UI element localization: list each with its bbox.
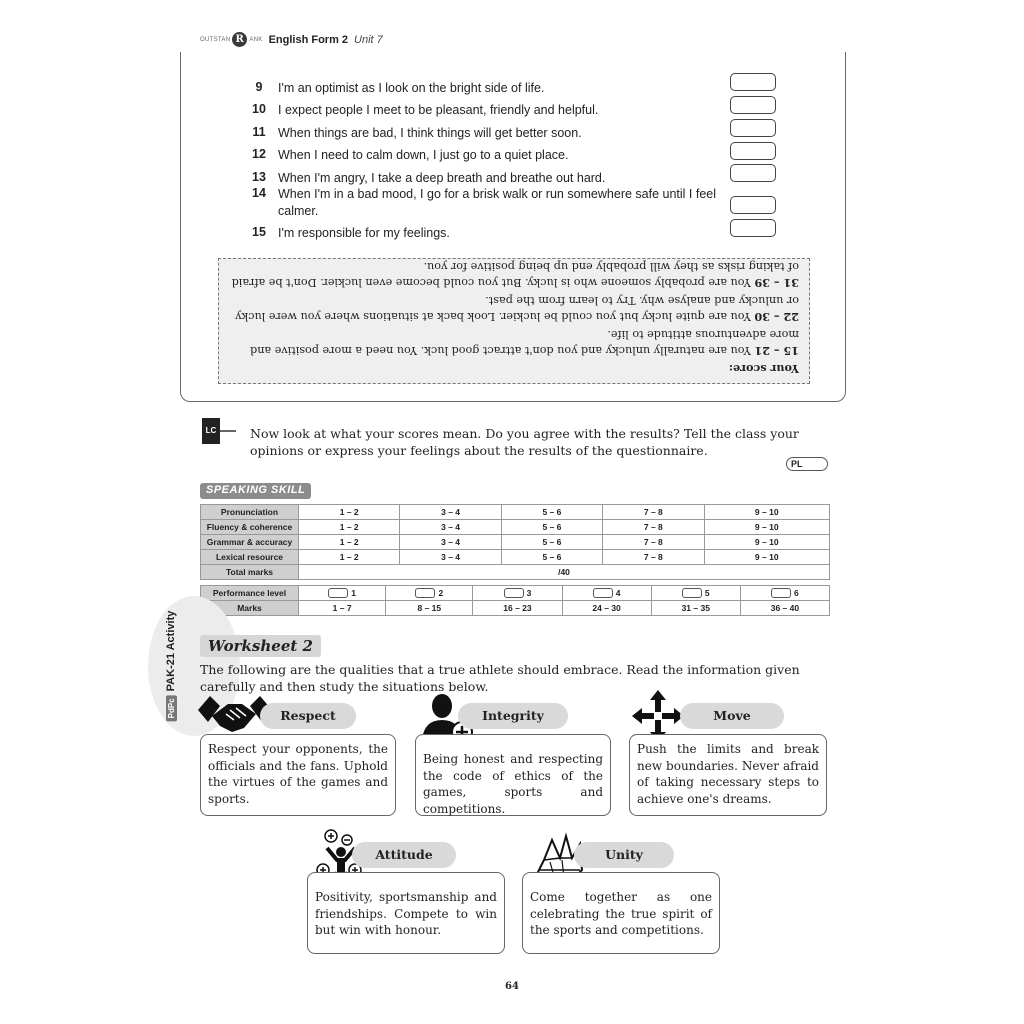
quality-box-unity: Come together as one celebrating the true spirit of the sports and competitions.	[522, 872, 720, 954]
question-text: When I'm in a bad mood, I go for a brisk walk or run somewhere safe until I feel calmer.	[278, 187, 717, 218]
worksheet-title: Worksheet 2	[200, 635, 321, 657]
table-cell: 8 – 15	[386, 601, 473, 616]
table-cell: 1 – 7	[299, 601, 386, 616]
question-text: I expect people I meet to be pleasant, friendly and helpful.	[278, 103, 599, 117]
level-checkbox[interactable]	[328, 588, 348, 598]
table-cell: 31 – 35	[651, 601, 740, 616]
question-row	[240, 80, 718, 97]
table-row	[201, 535, 830, 550]
level-cell: 2	[386, 586, 473, 601]
score-heading: Your score:	[728, 362, 799, 376]
row-label: Pronunciation	[201, 505, 299, 520]
answer-box[interactable]	[730, 164, 776, 182]
level-checkbox[interactable]	[415, 588, 435, 598]
quality-header-move: Move	[680, 703, 784, 729]
table-cell: 7 – 8	[603, 505, 704, 520]
question-text: When I'm angry, I take a deep breath and breathe out hard.	[278, 171, 606, 185]
row-label: Fluency & coherence	[201, 520, 299, 535]
total-marks-cell: /40	[299, 565, 830, 580]
table-cell: 1 – 2	[299, 505, 400, 520]
score-range: 15 – 21 You are naturally unlucky and you don't attract good luck. You need a more positive and more adventurous attitude to life.	[250, 328, 799, 359]
worksheet-intro: The following are the qualities that a true athlete should embrace. Read the information given carefully and then study the situations below.	[200, 662, 800, 694]
answer-box[interactable]	[730, 142, 776, 160]
table-row	[201, 601, 830, 616]
quality-box-move: Push the limits and break new boundaries. Never afraid of taking necessary steps to achieve one's dreams.	[629, 734, 827, 816]
level-cell: 4	[562, 586, 651, 601]
book-title: English Form 2	[268, 33, 349, 46]
question-number: 15	[252, 225, 266, 239]
page-number: 64	[505, 981, 519, 992]
level-checkbox[interactable]	[593, 588, 613, 598]
question-row	[240, 186, 718, 220]
level-checkbox[interactable]	[682, 588, 702, 598]
score-range: 22 – 30 You are quite lucky but you could be luckier. Look back at situations where you were lucky or unlucky and analyse why. Try to learn from the past.	[235, 294, 799, 325]
level-checkbox[interactable]	[504, 588, 524, 598]
question-row	[240, 125, 718, 142]
question-text: When things are bad, I think things will get better soon.	[278, 126, 582, 140]
table-cell: 3 – 4	[400, 505, 501, 520]
quality-box-integrity: Being honest and respecting the code of ethics of the games, sports and competitions.	[415, 734, 611, 816]
table-cell: 16 – 23	[473, 601, 562, 616]
table-cell: 24 – 30	[562, 601, 651, 616]
question-number: 11	[252, 125, 266, 139]
publisher-logo: OUTSTAN R ANK	[200, 34, 263, 45]
question-row	[240, 170, 718, 187]
pak21-side-tab	[148, 596, 194, 736]
score-key-upside-down	[218, 258, 810, 384]
level-checkbox[interactable]	[771, 588, 791, 598]
level-cell: 1	[299, 586, 386, 601]
pair-learning-icon: LC	[202, 418, 220, 444]
question-text: I'm responsible for my feelings.	[278, 226, 450, 240]
table-cell: 7 – 8	[603, 535, 704, 550]
table-cell: 7 – 8	[603, 520, 704, 535]
pair-learning-icon-line	[220, 430, 236, 432]
table-row	[201, 586, 830, 601]
performance-level-tag: PL	[786, 457, 828, 471]
table-cell: 3 – 4	[400, 550, 501, 565]
row-label: Lexical resource	[201, 550, 299, 565]
table-row	[201, 520, 830, 535]
quality-header-respect: Respect	[260, 703, 356, 729]
question-text: I'm an optimist as I look on the bright side of life.	[278, 81, 545, 95]
speaking-rubric-table	[200, 504, 830, 580]
table-cell: 9 – 10	[704, 535, 830, 550]
table-cell: 5 – 6	[501, 520, 602, 535]
page-header	[200, 32, 383, 47]
speaking-skill-banner: SPEAKING SKILL	[200, 483, 311, 499]
table-cell: 5 – 6	[501, 550, 602, 565]
table-cell: 5 – 6	[501, 505, 602, 520]
question-text: When I need to calm down, I just go to a quiet place.	[278, 148, 569, 162]
quality-header-attitude: Attitude	[352, 842, 456, 868]
question-number: 14	[252, 186, 266, 200]
side-tab-label: PdPcPAK-21 Activity	[165, 611, 177, 722]
answer-box[interactable]	[730, 119, 776, 137]
level-cell: 5	[651, 586, 740, 601]
table-cell: 5 – 6	[501, 535, 602, 550]
table-cell: 9 – 10	[704, 520, 830, 535]
question-row	[240, 102, 718, 119]
quality-box-attitude: Positivity, sportsmanship and friendships. Compete to win but win with honour.	[307, 872, 505, 954]
question-row	[240, 147, 718, 164]
level-cell: 6	[740, 586, 829, 601]
discussion-instruction: Now look at what your scores mean. Do you agree with the results? Tell the class your opinions or express your feelings about the results of the questionnaire.	[250, 426, 799, 458]
table-cell: 9 – 10	[704, 505, 830, 520]
table-cell: 1 – 2	[299, 535, 400, 550]
table-row	[201, 565, 830, 580]
unit-label: Unit 7	[354, 33, 383, 46]
question-number: 9	[255, 80, 263, 94]
table-cell: 9 – 10	[704, 550, 830, 565]
score-range: 31 – 39 You are probably someone who is lucky. But you could become even luckier. Don't be afraid of taking risks as they will probably end up being positive for you.	[231, 260, 799, 291]
table-row	[201, 550, 830, 565]
quality-box-respect: Respect your opponents, the officials and the fans. Uphold the virtues of the games and sports.	[200, 734, 396, 816]
table-cell: 3 – 4	[400, 535, 501, 550]
question-number: 12	[252, 147, 266, 161]
question-number: 10	[252, 102, 266, 116]
table-row	[201, 505, 830, 520]
answer-box[interactable]	[730, 73, 776, 91]
table-cell: 3 – 4	[400, 520, 501, 535]
table-cell: 1 – 2	[299, 550, 400, 565]
table-cell: 1 – 2	[299, 520, 400, 535]
row-label: Performance level	[201, 586, 299, 601]
level-cell: 3	[473, 586, 562, 601]
row-label: Marks	[201, 601, 299, 616]
table-cell: 7 – 8	[603, 550, 704, 565]
answer-box[interactable]	[730, 96, 776, 114]
question-row	[240, 225, 718, 242]
row-label: Total marks	[201, 565, 299, 580]
performance-level-table	[200, 585, 830, 616]
row-label: Grammar & accuracy	[201, 535, 299, 550]
answer-box[interactable]	[730, 196, 776, 214]
question-number: 13	[252, 170, 266, 184]
table-cell: 36 – 40	[740, 601, 829, 616]
quality-header-integrity: Integrity	[458, 703, 568, 729]
answer-box[interactable]	[730, 219, 776, 237]
quality-header-unity: Unity	[574, 842, 674, 868]
